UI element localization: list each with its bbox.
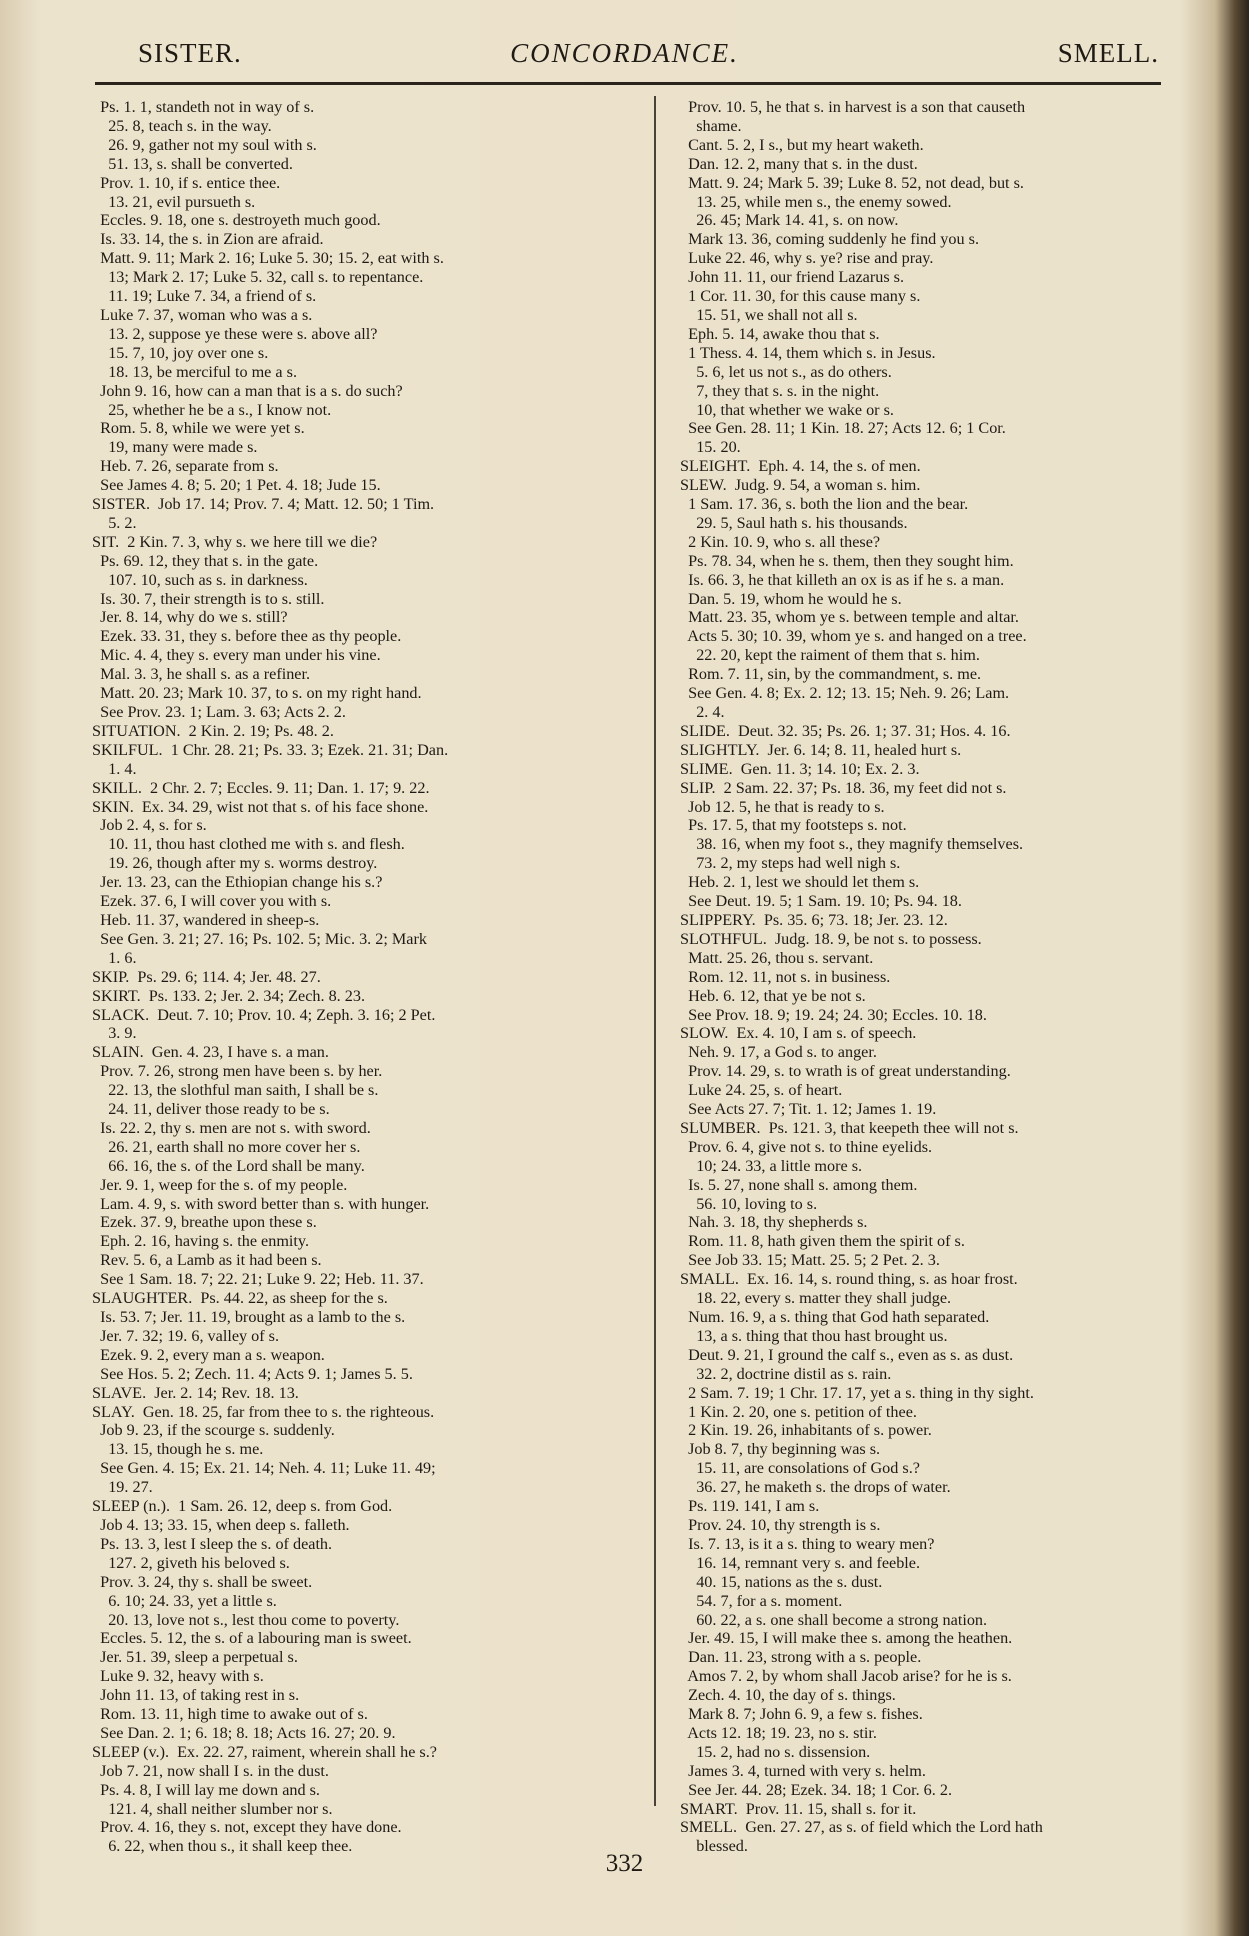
concordance-line: SLAIN. Gen. 4. 23, I have s. a man. <box>92 1043 329 1062</box>
concordance-line: SISTER. Job 17. 14; Prov. 7. 4; Matt. 12. 50; 1 Tim. <box>92 495 435 514</box>
concordance-line: Num. 16. 9, a s. thing that God hath separated. <box>680 1308 990 1326</box>
concordance-line: See James 4. 8; 5. 20; 1 Pet. 4. 18; Jude 15. <box>92 476 381 495</box>
concordance-line: SMELL. Gen. 27. 27, as s. of field which the Lord hath <box>680 1818 1043 1837</box>
concordance-line: SMART. Prov. 11. 15, shall s. for it. <box>680 1799 917 1818</box>
concordance-line: 54. 7, for a s. moment. <box>680 1591 843 1610</box>
concordance-line: 25, whether he be a s., I know not. <box>92 400 332 419</box>
concordance-line: See Gen. 28. 11; 1 Kin. 18. 27; Acts 12. 6; 1 Cor. <box>680 419 1006 438</box>
concordance-line: 1 Sam. 17. 36, s. both the lion and the bear. <box>680 495 969 514</box>
concordance-line: 5. 6, let us not s., as do others. <box>680 362 892 381</box>
concordance-line: Acts 5. 30; 10. 39, whom ye s. and hanged on a tree. <box>680 627 1027 646</box>
concordance-line: Eph. 2. 16, having s. the enmity. <box>92 1232 310 1251</box>
concordance-line: Is. 22. 2, thy s. men are not s. with sword. <box>92 1118 371 1137</box>
concordance-line: 18. 22, every s. matter they shall judge. <box>680 1289 952 1308</box>
concordance-line: Job 4. 13; 33. 15, when deep s. falleth. <box>92 1515 350 1534</box>
concordance-line: 15. 11, are consolations of God s.? <box>680 1459 920 1478</box>
concordance-line: SLIPPERY. Ps. 35. 6; 73. 18; Jer. 23. 12. <box>680 910 948 929</box>
concordance-line: Job 7. 21, now shall I s. in the dust. <box>92 1761 329 1780</box>
concordance-line: Ps. 13. 3, lest I sleep the s. of death. <box>92 1534 333 1553</box>
concordance-line: SLACK. Deut. 7. 10; Prov. 10. 4; Zeph. 3. 16; 2 Pet. <box>92 1005 436 1024</box>
concordance-line: 1 Cor. 11. 30, for this cause many s. <box>680 287 921 306</box>
concordance-line: Jer. 8. 14, why do we s. still? <box>92 608 288 627</box>
header-last-word: SMELL. <box>1057 38 1159 68</box>
concordance-line: Is. 66. 3, he that killeth an ox is as if he s. a man. <box>680 570 1005 589</box>
concordance-line: See Job 33. 15; Matt. 25. 5; 2 Pet. 2. 3. <box>680 1251 940 1270</box>
concordance-line: 10. 11, thou hast clothed me with s. and flesh. <box>92 835 405 854</box>
concordance-line: Matt. 9. 24; Mark 5. 39; Luke 8. 52, not dead, but s. <box>680 173 1024 192</box>
concordance-line: 60. 22, a s. one shall become a strong nation. <box>680 1610 988 1629</box>
concordance-line: Ezek. 33. 31, they s. before thee as thy people. <box>92 627 402 646</box>
concordance-line: See 1 Sam. 18. 7; 22. 21; Luke 9. 22; Heb. 11. 37. <box>92 1270 424 1289</box>
concordance-line: SKILFUL. 1 Chr. 28. 21; Ps. 33. 3; Ezek. 21. 31; Dan. <box>92 740 449 759</box>
concordance-line: Ezek. 37. 6, I will cover you with s. <box>92 892 332 911</box>
concordance-line: Prov. 4. 16, they s. not, except they have done. <box>92 1818 402 1837</box>
concordance-line: 1 Thess. 4. 14, them which s. in Jesus. <box>680 343 936 362</box>
concordance-line: 13. 2, suppose ye these were s. above all? <box>92 324 378 343</box>
concordance-line: Ps. 119. 141, I am s. <box>680 1497 820 1516</box>
concordance-line: 15. 7, 10, joy over one s. <box>92 343 269 362</box>
concordance-line: SLIME. Gen. 11. 3; 14. 10; Ex. 2. 3. <box>680 759 920 778</box>
concordance-line: 3. 9. <box>92 1024 137 1043</box>
concordance-line: 22. 13, the slothful man saith, I shall be s. <box>92 1081 379 1100</box>
concordance-line: 56. 10, loving to s. <box>680 1194 818 1213</box>
concordance-line: 25. 8, teach s. in the way. <box>92 116 272 135</box>
concordance-line: shame. <box>680 116 742 135</box>
concordance-line: 73. 2, my steps had well nigh s. <box>680 854 901 873</box>
concordance-line: 15. 2, had no s. dissension. <box>680 1742 871 1761</box>
concordance-line: Prov. 10. 5, he that s. in harvest is a son that causeth <box>680 98 1026 116</box>
concordance-line: Is. 53. 7; Jer. 11. 19, brought as a lamb to the s. <box>92 1308 406 1326</box>
concordance-line: See Jer. 44. 28; Ezek. 34. 18; 1 Cor. 6. 2. <box>680 1780 953 1799</box>
concordance-line: 40. 15, nations as the s. dust. <box>680 1572 883 1591</box>
concordance-line: 2 Kin. 10. 9, who s. all these? <box>680 532 881 551</box>
concordance-line: 11. 19; Luke 7. 34, a friend of s. <box>92 287 317 306</box>
concordance-line: See Prov. 18. 9; 19. 24; 24. 30; Eccles. 10. 18. <box>680 1005 987 1024</box>
concordance-line: Lam. 4. 9, s. with sword better than s. with hunger. <box>92 1194 430 1213</box>
concordance-line: 24. 11, deliver those ready to be s. <box>92 1100 330 1119</box>
concordance-line: Heb. 7. 26, separate from s. <box>92 457 279 476</box>
concordance-line: 32. 2, doctrine distil as s. rain. <box>680 1364 892 1383</box>
concordance-line: See Acts 27. 7; Tit. 1. 12; James 1. 19. <box>680 1100 937 1119</box>
concordance-line: SLUMBER. Ps. 121. 3, that keepeth thee will not s. <box>680 1118 1019 1137</box>
concordance-line: Eccles. 9. 18, one s. destroyeth much good. <box>92 211 381 230</box>
concordance-line: SLEEP (v.). Ex. 22. 27, raiment, wherein shall he s.? <box>92 1742 437 1761</box>
concordance-line: 22. 20, kept the raiment of them that s. him. <box>680 646 980 665</box>
concordance-line: See Deut. 19. 5; 1 Sam. 19. 10; Ps. 94. 18. <box>680 892 962 911</box>
concordance-line: SLIGHTLY. Jer. 6. 14; 8. 11, healed hurt s. <box>680 740 962 759</box>
concordance-line: Heb. 11. 37, wandered in sheep-s. <box>92 910 320 929</box>
concordance-line: Prov. 7. 26, strong men have been s. by her. <box>92 1062 383 1081</box>
concordance-line: Mark 8. 7; John 6. 9, a few s. fishes. <box>680 1705 923 1724</box>
concordance-line: Jer. 9. 1, weep for the s. of my people. <box>92 1175 348 1194</box>
concordance-line: Ezek. 9. 2, every man a s. weapon. <box>92 1345 325 1364</box>
concordance-line: Rom. 5. 8, while we were yet s. <box>92 419 305 438</box>
concordance-line: 19. 26, though after my s. worms destroy. <box>92 854 378 873</box>
header-title: CONCORDANCE. <box>510 38 739 68</box>
concordance-line: 13. 21, evil pursueth s. <box>92 192 256 211</box>
concordance-line: See Gen. 4. 8; Ex. 2. 12; 13. 15; Neh. 9. 26; Lam. <box>680 684 1010 703</box>
concordance-line: Ps. 1. 1, standeth not in way of s. <box>92 98 315 116</box>
concordance-line: SLEEP (n.). 1 Sam. 26. 12, deep s. from God. <box>92 1497 393 1516</box>
concordance-line: See Dan. 2. 1; 6. 18; 8. 18; Acts 16. 27; 20. 9. <box>92 1723 396 1742</box>
concordance-line: See Prov. 23. 1; Lam. 3. 63; Acts 2. 2. <box>92 703 346 721</box>
concordance-line: Matt. 20. 23; Mark 10. 37, to s. on my right hand. <box>92 684 422 703</box>
concordance-line: Acts 12. 18; 19. 23, no s. stir. <box>680 1723 877 1742</box>
concordance-line: Eph. 5. 14, awake thou that s. <box>680 324 880 343</box>
concordance-line: Jer. 7. 32; 19. 6, valley of s. <box>92 1326 280 1345</box>
left-column <box>92 98 632 1856</box>
concordance-line: SLIP. 2 Sam. 22. 37; Ps. 18. 36, my feet did not s. <box>680 778 1007 797</box>
concordance-line: Is. 33. 14, the s. in Zion are afraid. <box>92 230 324 249</box>
concordance-line: Rom. 13. 11, high time to awake out of s. <box>92 1705 368 1724</box>
concordance-line: Dan. 11. 23, strong with a s. people. <box>680 1648 922 1667</box>
concordance-line: Matt. 9. 11; Mark 2. 16; Luke 5. 30; 15. 2, eat with s. <box>92 249 444 268</box>
concordance-line: 13; Mark 2. 17; Luke 5. 32, call s. to repentance. <box>92 268 424 287</box>
concordance-line: 26. 9, gather not my soul with s. <box>92 135 317 154</box>
concordance-line: John 11. 11, our friend Lazarus s. <box>680 268 905 287</box>
concordance-line: 10; 24. 33, a little more s. <box>680 1156 863 1175</box>
concordance-line: blessed. <box>680 1837 748 1856</box>
concordance-line: 16. 14, remnant very s. and feeble. <box>680 1553 921 1572</box>
concordance-line: Amos 7. 2, by whom shall Jacob arise? for he is s. <box>680 1667 1012 1686</box>
concordance-line: 6. 22, when thou s., it shall keep thee. <box>92 1837 353 1856</box>
concordance-line: Ps. 17. 5, that my footsteps s. not. <box>680 816 907 835</box>
concordance-line: See Gen. 3. 21; 27. 16; Ps. 102. 5; Mic. 3. 2; Mark <box>92 929 427 948</box>
concordance-line: Jer. 49. 15, I will make thee s. among the heathen. <box>680 1629 1013 1648</box>
concordance-line: Deut. 9. 21, I ground the calf s., even as s. as dust. <box>680 1345 1014 1364</box>
concordance-line: See Hos. 5. 2; Zech. 11. 4; Acts 9. 1; James 5. 5. <box>92 1364 413 1383</box>
concordance-line: Is. 30. 7, their strength is to s. still. <box>92 589 325 608</box>
concordance-line: Cant. 5. 2, I s., but my heart waketh. <box>680 135 924 154</box>
concordance-line: 1. 6. <box>92 948 137 967</box>
concordance-line: 66. 16, the s. of the Lord shall be many. <box>92 1156 365 1175</box>
concordance-line: SKIP. Ps. 29. 6; 114. 4; Jer. 48. 27. <box>92 967 321 986</box>
concordance-line: SLAVE. Jer. 2. 14; Rev. 18. 13. <box>92 1383 299 1402</box>
concordance-line: Neh. 9. 17, a God s. to anger. <box>680 1043 877 1062</box>
concordance-line: Ps. 4. 8, I will lay me down and s. <box>92 1780 320 1799</box>
page-number: 332 <box>605 1850 644 1877</box>
concordance-line: Rom. 12. 11, not s. in business. <box>680 967 891 986</box>
concordance-line: Job 9. 23, if the scourge s. suddenly. <box>92 1421 335 1440</box>
concordance-line: Job 2. 4, s. for s. <box>92 816 207 835</box>
concordance-line: 5. 2. <box>92 513 137 532</box>
concordance-line: SLOTHFUL. Judg. 18. 9, be not s. to possess. <box>680 929 982 948</box>
concordance-line: Dan. 5. 19, whom he would he s. <box>680 589 902 608</box>
concordance-line: Matt. 23. 35, whom ye s. between temple and altar. <box>680 608 1019 627</box>
concordance-line: 13. 25, while men s., the enemy sowed. <box>680 192 952 211</box>
concordance-line: Mic. 4. 4, they s. every man under his vine. <box>92 646 381 665</box>
concordance-line: 29. 5, Saul hath s. his thousands. <box>680 513 908 532</box>
concordance-line: 36. 27, he maketh s. the drops of water. <box>680 1478 951 1497</box>
concordance-line: 26. 45; Mark 14. 41, s. on now. <box>680 211 899 230</box>
concordance-line: SLEW. Judg. 9. 54, a woman s. him. <box>680 476 921 495</box>
right-column <box>680 98 1202 1856</box>
concordance-line: 15. 51, we shall not all s. <box>680 305 858 324</box>
concordance-line: SKILL. 2 Chr. 2. 7; Eccles. 9. 11; Dan. 1. 17; 9. 22. <box>92 778 430 797</box>
column-divider <box>654 96 656 1806</box>
concordance-line: 121. 4, shall neither slumber nor s. <box>92 1799 333 1818</box>
concordance-line: John 9. 16, how can a man that is a s. do such? <box>92 381 403 400</box>
concordance-line: SIT. 2 Kin. 7. 3, why s. we here till we die? <box>92 532 378 551</box>
concordance-line: 38. 16, when my foot s., they magnify themselves. <box>680 835 1024 854</box>
concordance-line: Luke 9. 32, heavy with s. <box>92 1667 264 1686</box>
header-first-word: SISTER. <box>138 38 242 68</box>
concordance-line: Mark 13. 36, coming suddenly he find you s. <box>680 230 979 249</box>
concordance-line: Luke 7. 37, woman who was a s. <box>92 305 313 324</box>
concordance-line: SITUATION. 2 Kin. 2. 19; Ps. 48. 2. <box>92 721 334 740</box>
concordance-line: SMALL. Ex. 16. 14, s. round thing, s. as hoar frost. <box>680 1270 1018 1289</box>
concordance-line: Luke 22. 46, why s. ye? rise and pray. <box>680 249 934 268</box>
concordance-line: SKIN. Ex. 34. 29, wist not that s. of his face shone. <box>92 797 429 816</box>
concordance-line: Mal. 3. 3, he shall s. as a refiner. <box>92 665 311 684</box>
concordance-line: 26. 21, earth shall no more cover her s. <box>92 1137 361 1156</box>
header-rule <box>95 82 1161 85</box>
concordance-line: 15. 20. <box>680 438 741 457</box>
concordance-line: James 3. 4, turned with very s. helm. <box>680 1761 926 1780</box>
concordance-line: 13, a s. thing that thou hast brought us. <box>680 1326 948 1345</box>
concordance-line: 2. 4. <box>680 703 725 721</box>
concordance-line: Prov. 14. 29, s. to wrath is of great understanding. <box>680 1062 1011 1081</box>
concordance-line: Prov. 1. 10, if s. entice thee. <box>92 173 281 192</box>
concordance-line: Rom. 11. 8, hath given them the spirit of s. <box>680 1232 965 1251</box>
concordance-line: Ezek. 37. 9, breathe upon these s. <box>92 1213 317 1232</box>
concordance-line: Heb. 6. 12, that ye be not s. <box>680 986 866 1005</box>
concordance-line: Job 12. 5, he that is ready to s. <box>680 797 885 816</box>
concordance-line: Nah. 3. 18, thy shepherds s. <box>680 1213 868 1232</box>
concordance-line: Dan. 12. 2, many that s. in the dust. <box>680 154 918 173</box>
concordance-line: Rev. 5. 6, a Lamb as it had been s. <box>92 1251 322 1270</box>
concordance-line: Luke 24. 25, s. of heart. <box>680 1081 843 1100</box>
concordance-line: 18. 13, be merciful to me a s. <box>92 362 297 381</box>
concordance-line: Rom. 7. 11, sin, by the commandment, s. me. <box>680 665 982 684</box>
concordance-line: 6. 10; 24. 33, yet a little s. <box>92 1591 277 1610</box>
concordance-line: Is. 7. 13, is it a s. thing to weary men? <box>680 1534 935 1553</box>
concordance-line: Prov. 24. 10, thy strength is s. <box>680 1515 881 1534</box>
concordance-line: Ps. 69. 12, they that s. in the gate. <box>92 551 319 570</box>
concordance-line: Job 8. 7, thy beginning was s. <box>680 1440 881 1459</box>
concordance-line: 2 Kin. 19. 26, inhabitants of s. power. <box>680 1421 932 1440</box>
concordance-line: 13. 15, though he s. me. <box>92 1440 264 1459</box>
concordance-line: Is. 5. 27, none shall s. among them. <box>680 1175 918 1194</box>
concordance-line: SLAUGHTER. Ps. 44. 22, as sheep for the s. <box>92 1289 388 1308</box>
concordance-line: See Gen. 4. 15; Ex. 21. 14; Neh. 4. 11; Luke 11. 49; <box>92 1459 436 1478</box>
concordance-line: 19. 27. <box>92 1478 153 1497</box>
concordance-line: Matt. 25. 26, thou s. servant. <box>680 948 874 967</box>
concordance-line: SLAY. Gen. 18. 25, far from thee to s. the righteous. <box>92 1402 435 1421</box>
concordance-line: Heb. 2. 1, lest we should let them s. <box>680 873 920 892</box>
concordance-line: Ps. 78. 34, when he s. them, then they sought him. <box>680 551 1014 570</box>
concordance-line: 10, that whether we wake or s. <box>680 400 894 419</box>
concordance-line: 1 Kin. 2. 20, one s. petition of thee. <box>680 1402 917 1421</box>
concordance-line: Eccles. 5. 12, the s. of a labouring man is sweet. <box>92 1629 412 1648</box>
concordance-line: 19, many were made s. <box>92 438 258 457</box>
concordance-line: 20. 13, love not s., lest thou come to poverty. <box>92 1610 400 1629</box>
concordance-line: 1. 4. <box>92 759 137 778</box>
concordance-line: SLIDE. Deut. 32. 35; Ps. 26. 1; 37. 31; Hos. 4. 16. <box>680 721 1011 740</box>
concordance-line: 51. 13, s. shall be converted. <box>92 154 293 173</box>
concordance-line: Jer. 13. 23, can the Ethiopian change his s.? <box>92 873 383 892</box>
concordance-line: SKIRT. Ps. 133. 2; Jer. 2. 34; Zech. 8. 23. <box>92 986 366 1005</box>
concordance-line: Jer. 51. 39, sleep a perpetual s. <box>92 1648 298 1667</box>
concordance-line: 127. 2, giveth his beloved s. <box>92 1553 290 1572</box>
concordance-line: Prov. 3. 24, thy s. shall be sweet. <box>92 1572 313 1591</box>
running-header <box>90 38 1159 78</box>
concordance-line: Prov. 6. 4, give not s. to thine eyelids. <box>680 1137 933 1156</box>
concordance-line: 107. 10, such as s. in darkness. <box>92 570 308 589</box>
concordance-line: 2 Sam. 7. 19; 1 Chr. 17. 17, yet a s. thing in thy sight. <box>680 1383 1034 1402</box>
concordance-line: 7, they that s. s. in the night. <box>680 381 880 400</box>
concordance-line: SLEIGHT. Eph. 4. 14, the s. of men. <box>680 457 921 476</box>
concordance-line: Zech. 4. 10, the day of s. things. <box>680 1686 896 1705</box>
concordance-line: SLOW. Ex. 4. 10, I am s. of speech. <box>680 1024 917 1043</box>
concordance-line: John 11. 13, of taking rest in s. <box>92 1686 300 1705</box>
